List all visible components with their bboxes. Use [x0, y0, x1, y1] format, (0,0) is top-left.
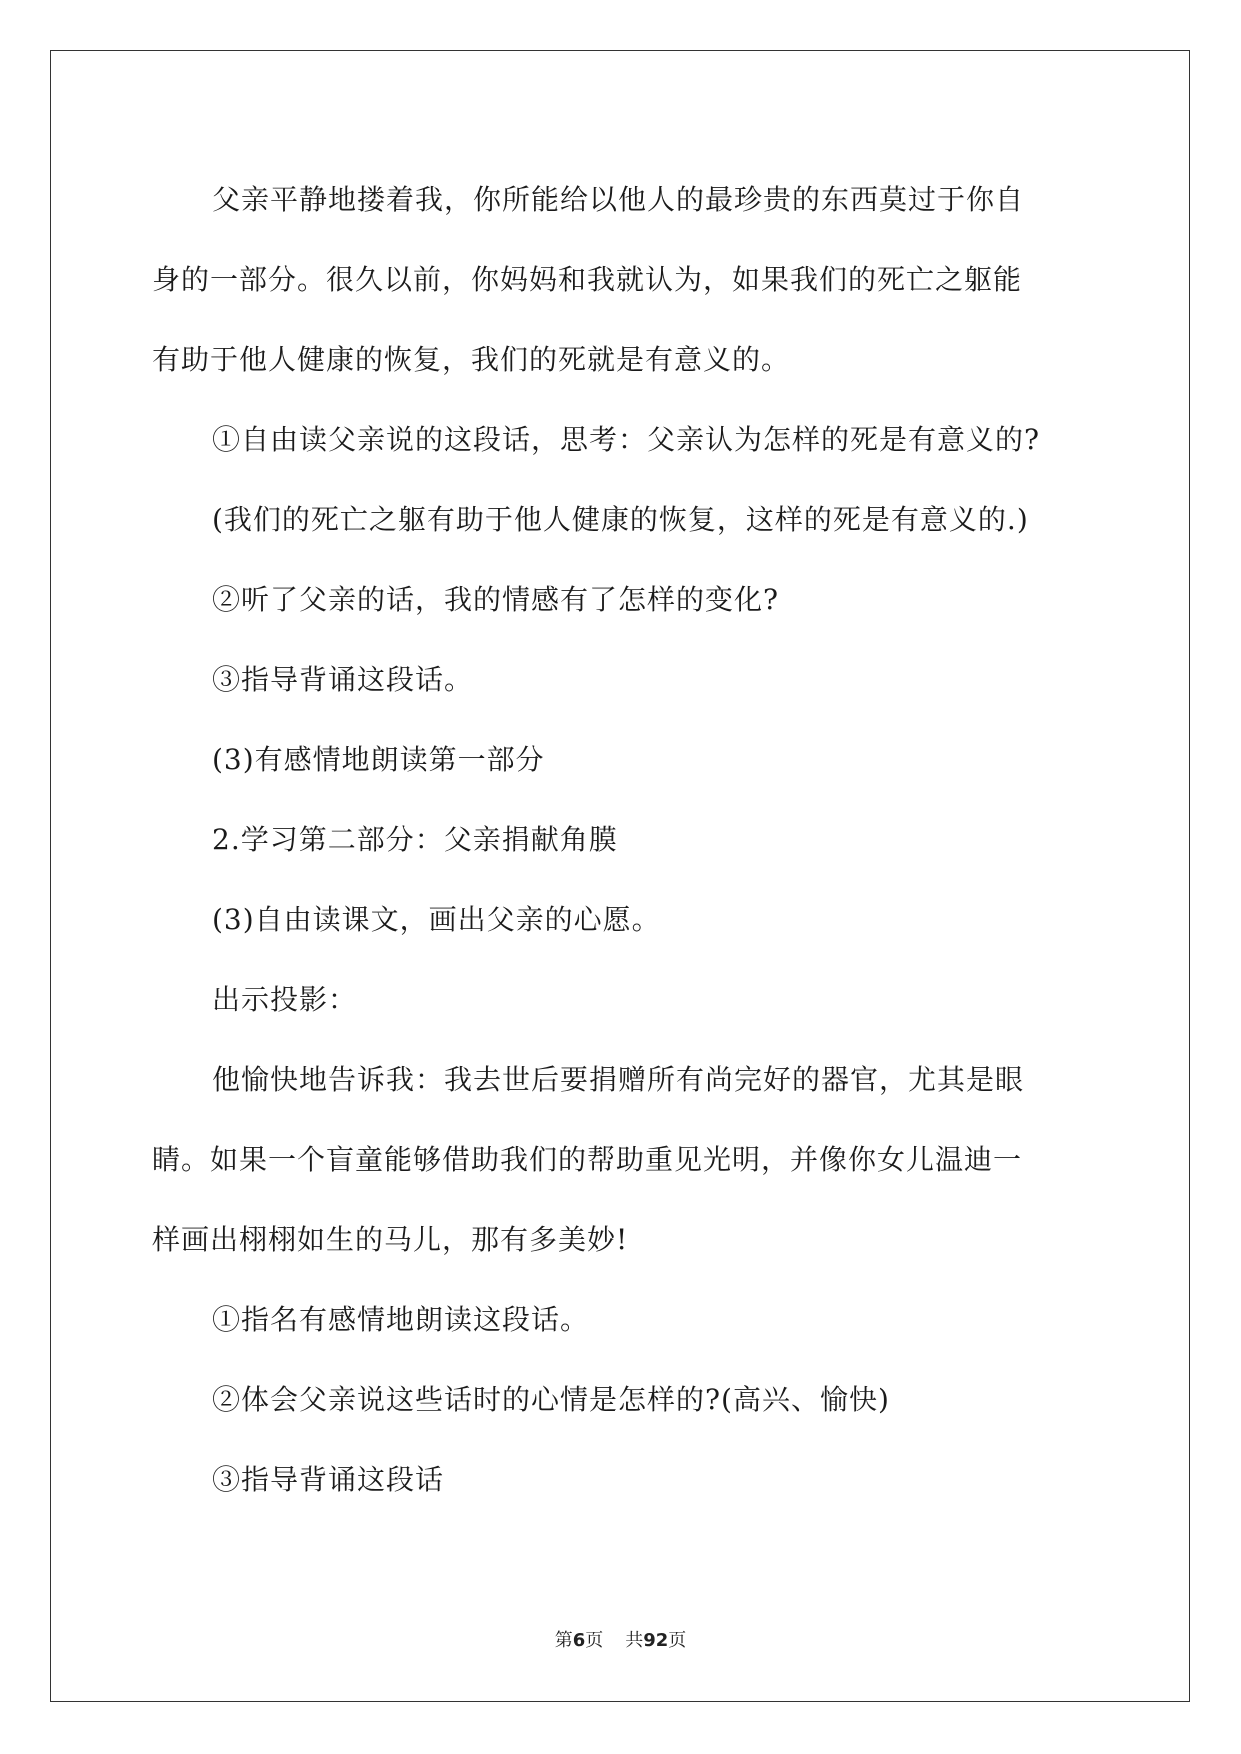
paragraph-line: 有助于他人健康的恢复，我们的死就是有意义的。	[152, 343, 791, 376]
paragraph-line: ③指导背诵这段话。	[212, 663, 474, 696]
paragraph-line: ②体会父亲说这些话时的心情是怎样的?(高兴、愉快)	[212, 1383, 890, 1416]
paragraph-line: 身的一部分。很久以前，你妈妈和我就认为，如果我们的死亡之躯能	[152, 263, 1023, 296]
paragraph-line: (3)自由读课文，画出父亲的心愿。	[212, 903, 661, 936]
page-suffix: 页	[585, 1630, 604, 1651]
section-heading: 2.学习第二部分：父亲捐献角膜	[212, 823, 618, 856]
paragraph-line: ③指导背诵这段话	[212, 1463, 445, 1496]
page-prefix: 第	[554, 1630, 573, 1651]
total-pages: 92	[643, 1630, 669, 1651]
total-suffix: 页	[668, 1630, 687, 1651]
paragraph-line: 出示投影：	[212, 983, 358, 1016]
paragraph-line: ②听了父亲的话，我的情感有了怎样的变化?	[212, 583, 780, 616]
total-prefix: 共	[625, 1630, 644, 1651]
paragraph-line: 样画出栩栩如生的马儿，那有多美妙!	[152, 1223, 629, 1256]
document-body	[152, 160, 1092, 1520]
page-number: 6	[572, 1630, 586, 1651]
paragraph-line: 他愉快地告诉我：我去世后要捐赠所有尚完好的器官，尤其是眼	[212, 1063, 1025, 1096]
paragraph-line: ①自由读父亲说的这段话，思考：父亲认为怎样的死是有意义的?	[212, 423, 1041, 456]
paragraph-line: (3)有感情地朗读第一部分	[212, 743, 545, 776]
paragraph-line: 父亲平静地搂着我，你所能给以他人的最珍贵的东西莫过于你自	[212, 183, 1025, 216]
paragraph-line: 睛。如果一个盲童能够借助我们的帮助重见光明，并像你女儿温迪一	[152, 1143, 1023, 1176]
paragraph-line: (我们的死亡之躯有助于他人健康的恢复，这样的死是有意义的.)	[212, 503, 1029, 536]
paragraph-line: ①指名有感情地朗读这段话。	[212, 1303, 590, 1336]
page-footer	[0, 1626, 1241, 1652]
